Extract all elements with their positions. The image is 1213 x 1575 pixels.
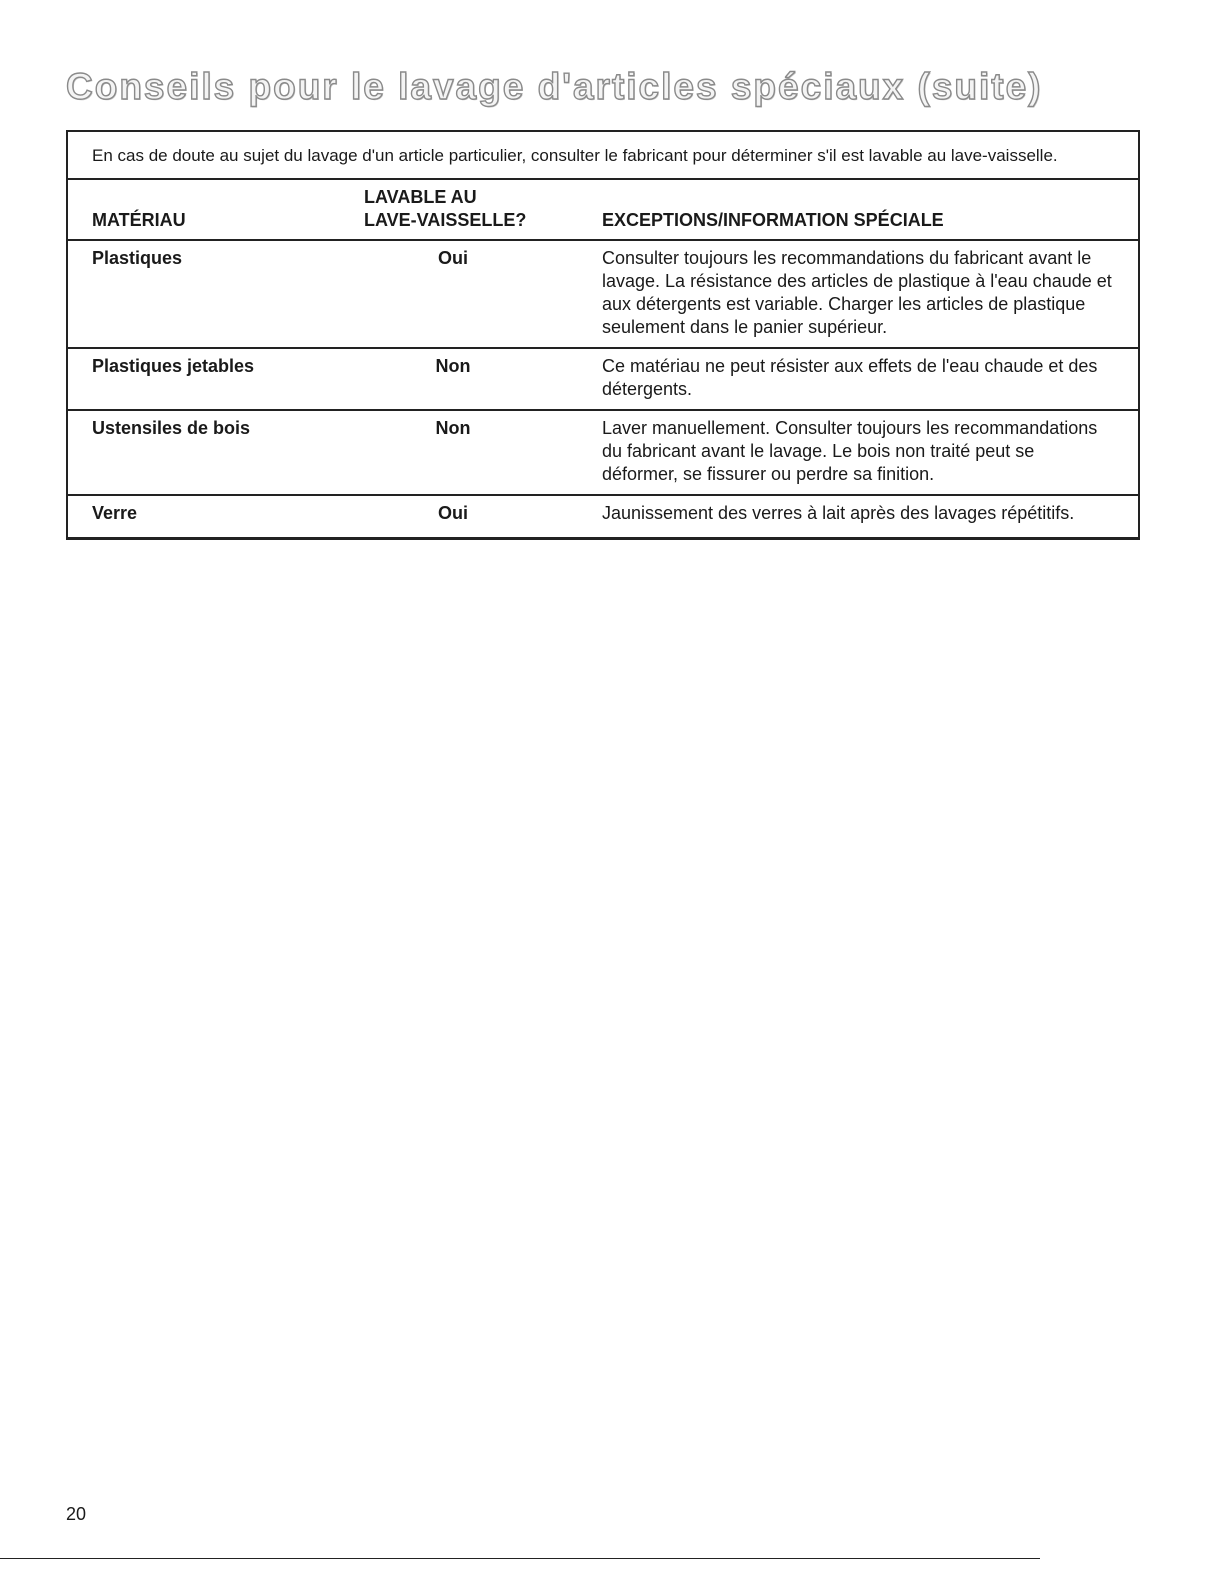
header-washable-line1: LAVABLE AU — [364, 187, 477, 207]
table-header-row — [68, 180, 1138, 241]
row-info: Ce matériau ne peut résister aux effets de l'eau chaude et des détergents. — [602, 356, 1098, 399]
table-row — [68, 496, 1138, 537]
row-material: Verre — [92, 503, 138, 523]
table-row — [68, 411, 1138, 496]
row-material: Plastiques — [92, 248, 183, 268]
special-items-table — [66, 130, 1140, 540]
page-title: Conseils pour le lavage d'articles spéciaux (suite) — [66, 66, 1043, 107]
header-washable-line2: LAVE-VAISSELLE? — [364, 210, 527, 230]
table-intro: En cas de doute au sujet du lavage d'un article particulier, consulter le fabricant pour déterminer s'il est lavable au lave-vaisselle. — [68, 132, 1138, 180]
header-exceptions: EXCEPTIONS/INFORMATION SPÉCIALE — [602, 210, 944, 230]
table-row — [68, 241, 1138, 349]
row-info: Consulter toujours les recommandations du fabricant avant le lavage. La résistance des articles de plastique à l'eau chaude et aux détergents est variable. Charger les articles de plastique seulement dans le panier supérieur. — [602, 248, 1112, 337]
row-washable: Oui — [438, 248, 468, 268]
row-washable: Oui — [438, 503, 468, 523]
row-info: Laver manuellement. Consulter toujours les recommandations du fabricant avant le lavage. Le bois non traité peut se déformer, se fissurer ou perdre sa finition. — [602, 418, 1098, 484]
row-washable: Non — [435, 356, 471, 376]
row-material: Ustensiles de bois — [92, 418, 251, 438]
page-number: 20 — [66, 1504, 87, 1524]
row-info: Jaunissement des verres à lait après des lavages répétitifs. — [602, 503, 1075, 523]
row-material: Plastiques jetables — [92, 356, 255, 376]
row-washable: Non — [435, 418, 471, 438]
header-material: MATÉRIAU — [92, 210, 186, 230]
footer-rule — [0, 1558, 1040, 1559]
table-row — [68, 349, 1138, 411]
header-washable — [364, 186, 602, 232]
